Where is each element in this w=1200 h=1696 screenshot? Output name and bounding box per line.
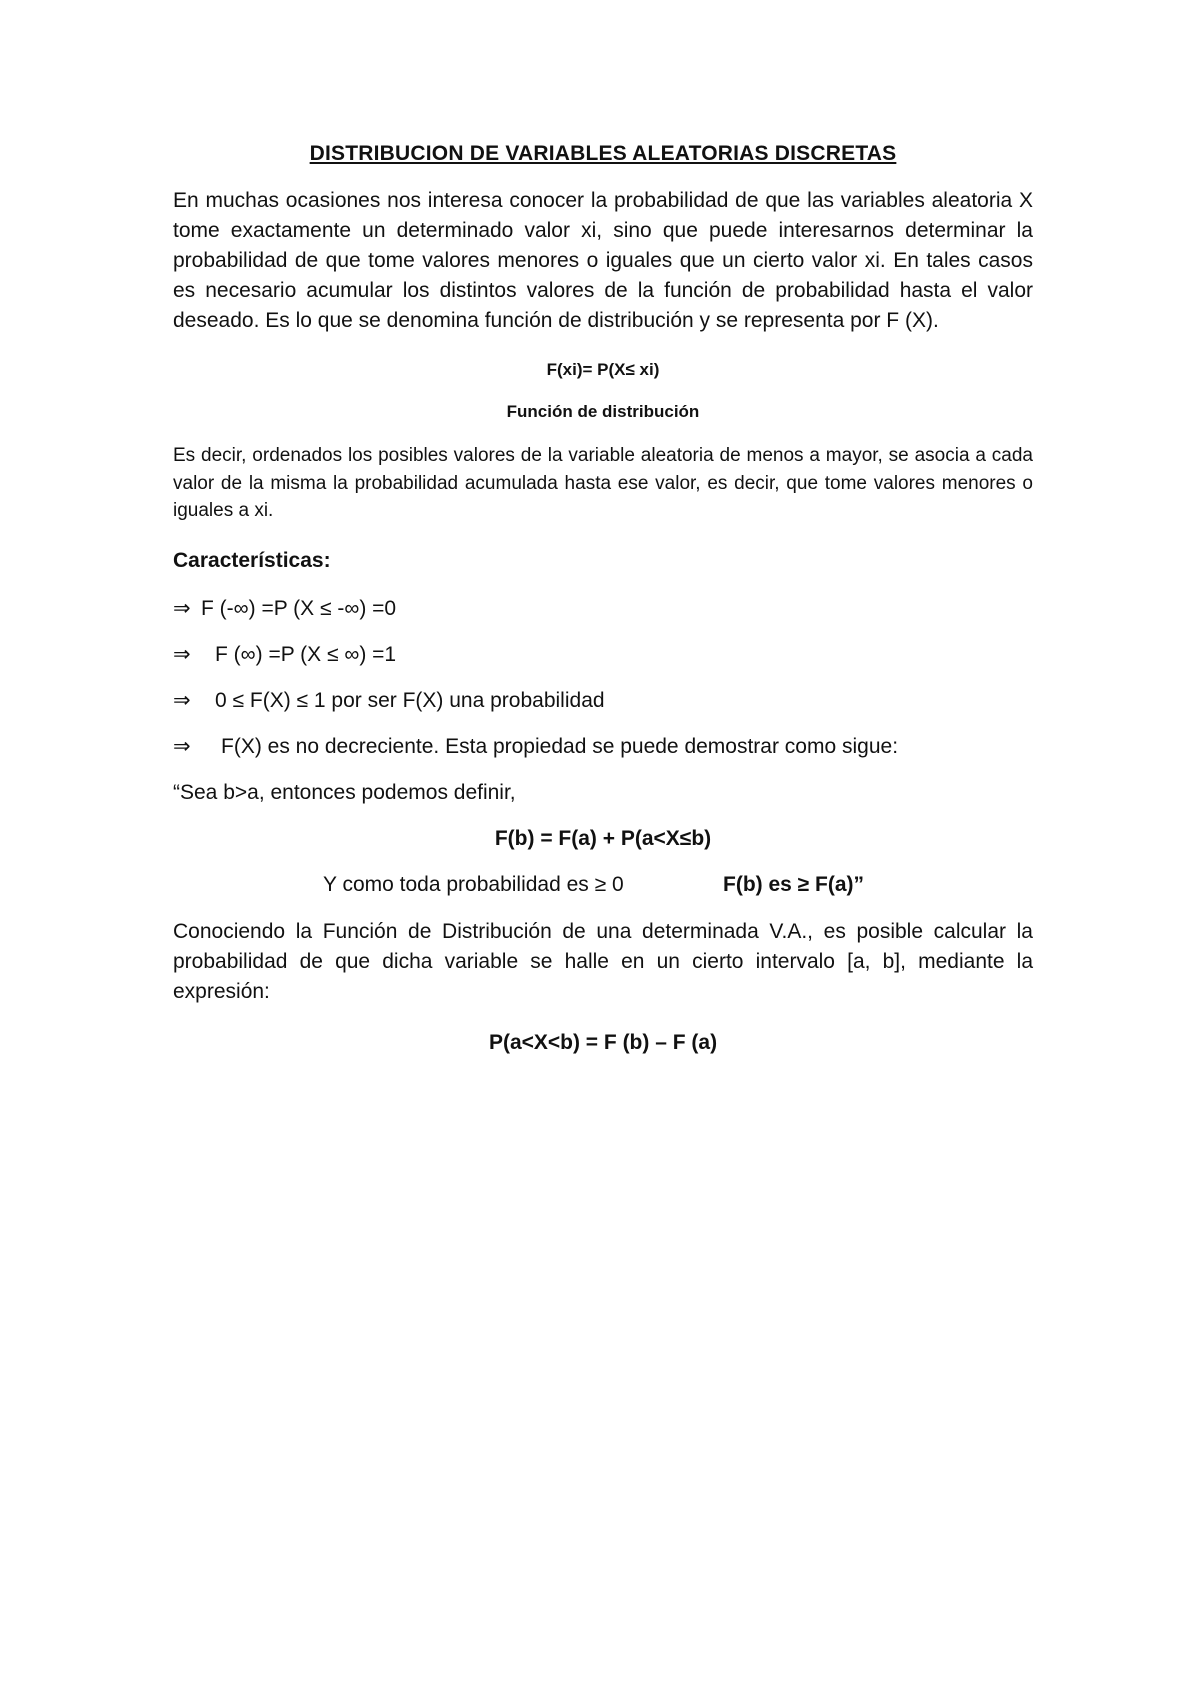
characteristic-text: F (-∞) =P (X ≤ -∞) =0 — [201, 596, 397, 620]
characteristic-item — [173, 687, 1033, 715]
document-content — [173, 140, 1033, 1075]
proof-conclusion-right: F(b) es ≥ F(a)” — [723, 872, 865, 896]
formula-caption: Función de distribución — [506, 402, 700, 421]
document-title: DISTRIBUCION DE VARIABLES ALEATORIAS DISCRETAS — [309, 142, 897, 165]
implies-arrow-icon: ⇒ — [173, 596, 191, 620]
distribution-formula: F(xi)= P(X≤ xi) — [546, 360, 660, 379]
interval-formula: P(a<X<b) = F (b) – F (a) — [488, 1030, 718, 1054]
interval-paragraph: Conociendo la Función de Distribución de una determinada V.A., es posible calcular la probabilidad de que dicha variable se halle en un cierto intervalo [a, b], mediante la expresión: — [173, 919, 1033, 1003]
implies-arrow-icon: ⇒ — [173, 734, 191, 758]
proof-formula: F(b) = F(a) + P(a<X≤b) — [494, 826, 712, 850]
explanation-paragraph: Es decir, ordenados los posibles valores de la variable aleatoria de menos a mayor, se asocia a cada valor de la misma la probabilidad acumulada hasta ese valor, es decir, que tome valores menores o iguales a xi. — [173, 445, 1033, 521]
characteristic-text: 0 ≤ F(X) ≤ 1 por ser F(X) una probabilidad — [215, 688, 605, 712]
characteristic-item — [173, 595, 1033, 623]
proof-conclusion-left: Y como toda probabilidad es ≥ 0 — [323, 872, 624, 896]
implies-arrow-icon: ⇒ — [173, 642, 191, 666]
characteristic-text: F (∞) =P (X ≤ ∞) =1 — [215, 642, 397, 666]
intro-paragraph: En muchas ocasiones nos interesa conocer la probabilidad de que las variables aleatoria X tome exactamente un determinado valor xi, sino que puede interesarnos determinar la probabilidad de que tome valores menores o iguales que un cierto valor xi. En tales casos es necesario acumular los distintos valores de la función de probabilidad hasta el valor deseado. Es lo que se denomina función de distribución y se representa por F (X). — [173, 189, 1033, 332]
proof-conclusion — [173, 871, 1033, 899]
proof-intro: “Sea b>a, entonces podemos definir, — [173, 780, 516, 804]
characteristic-item — [173, 733, 1033, 761]
characteristic-text: F(X) es no decreciente. Esta propiedad se puede demostrar como sigue: — [221, 734, 899, 758]
characteristic-item — [173, 641, 1033, 669]
characteristics-heading: Características: — [173, 548, 331, 572]
implies-arrow-icon: ⇒ — [173, 688, 191, 712]
